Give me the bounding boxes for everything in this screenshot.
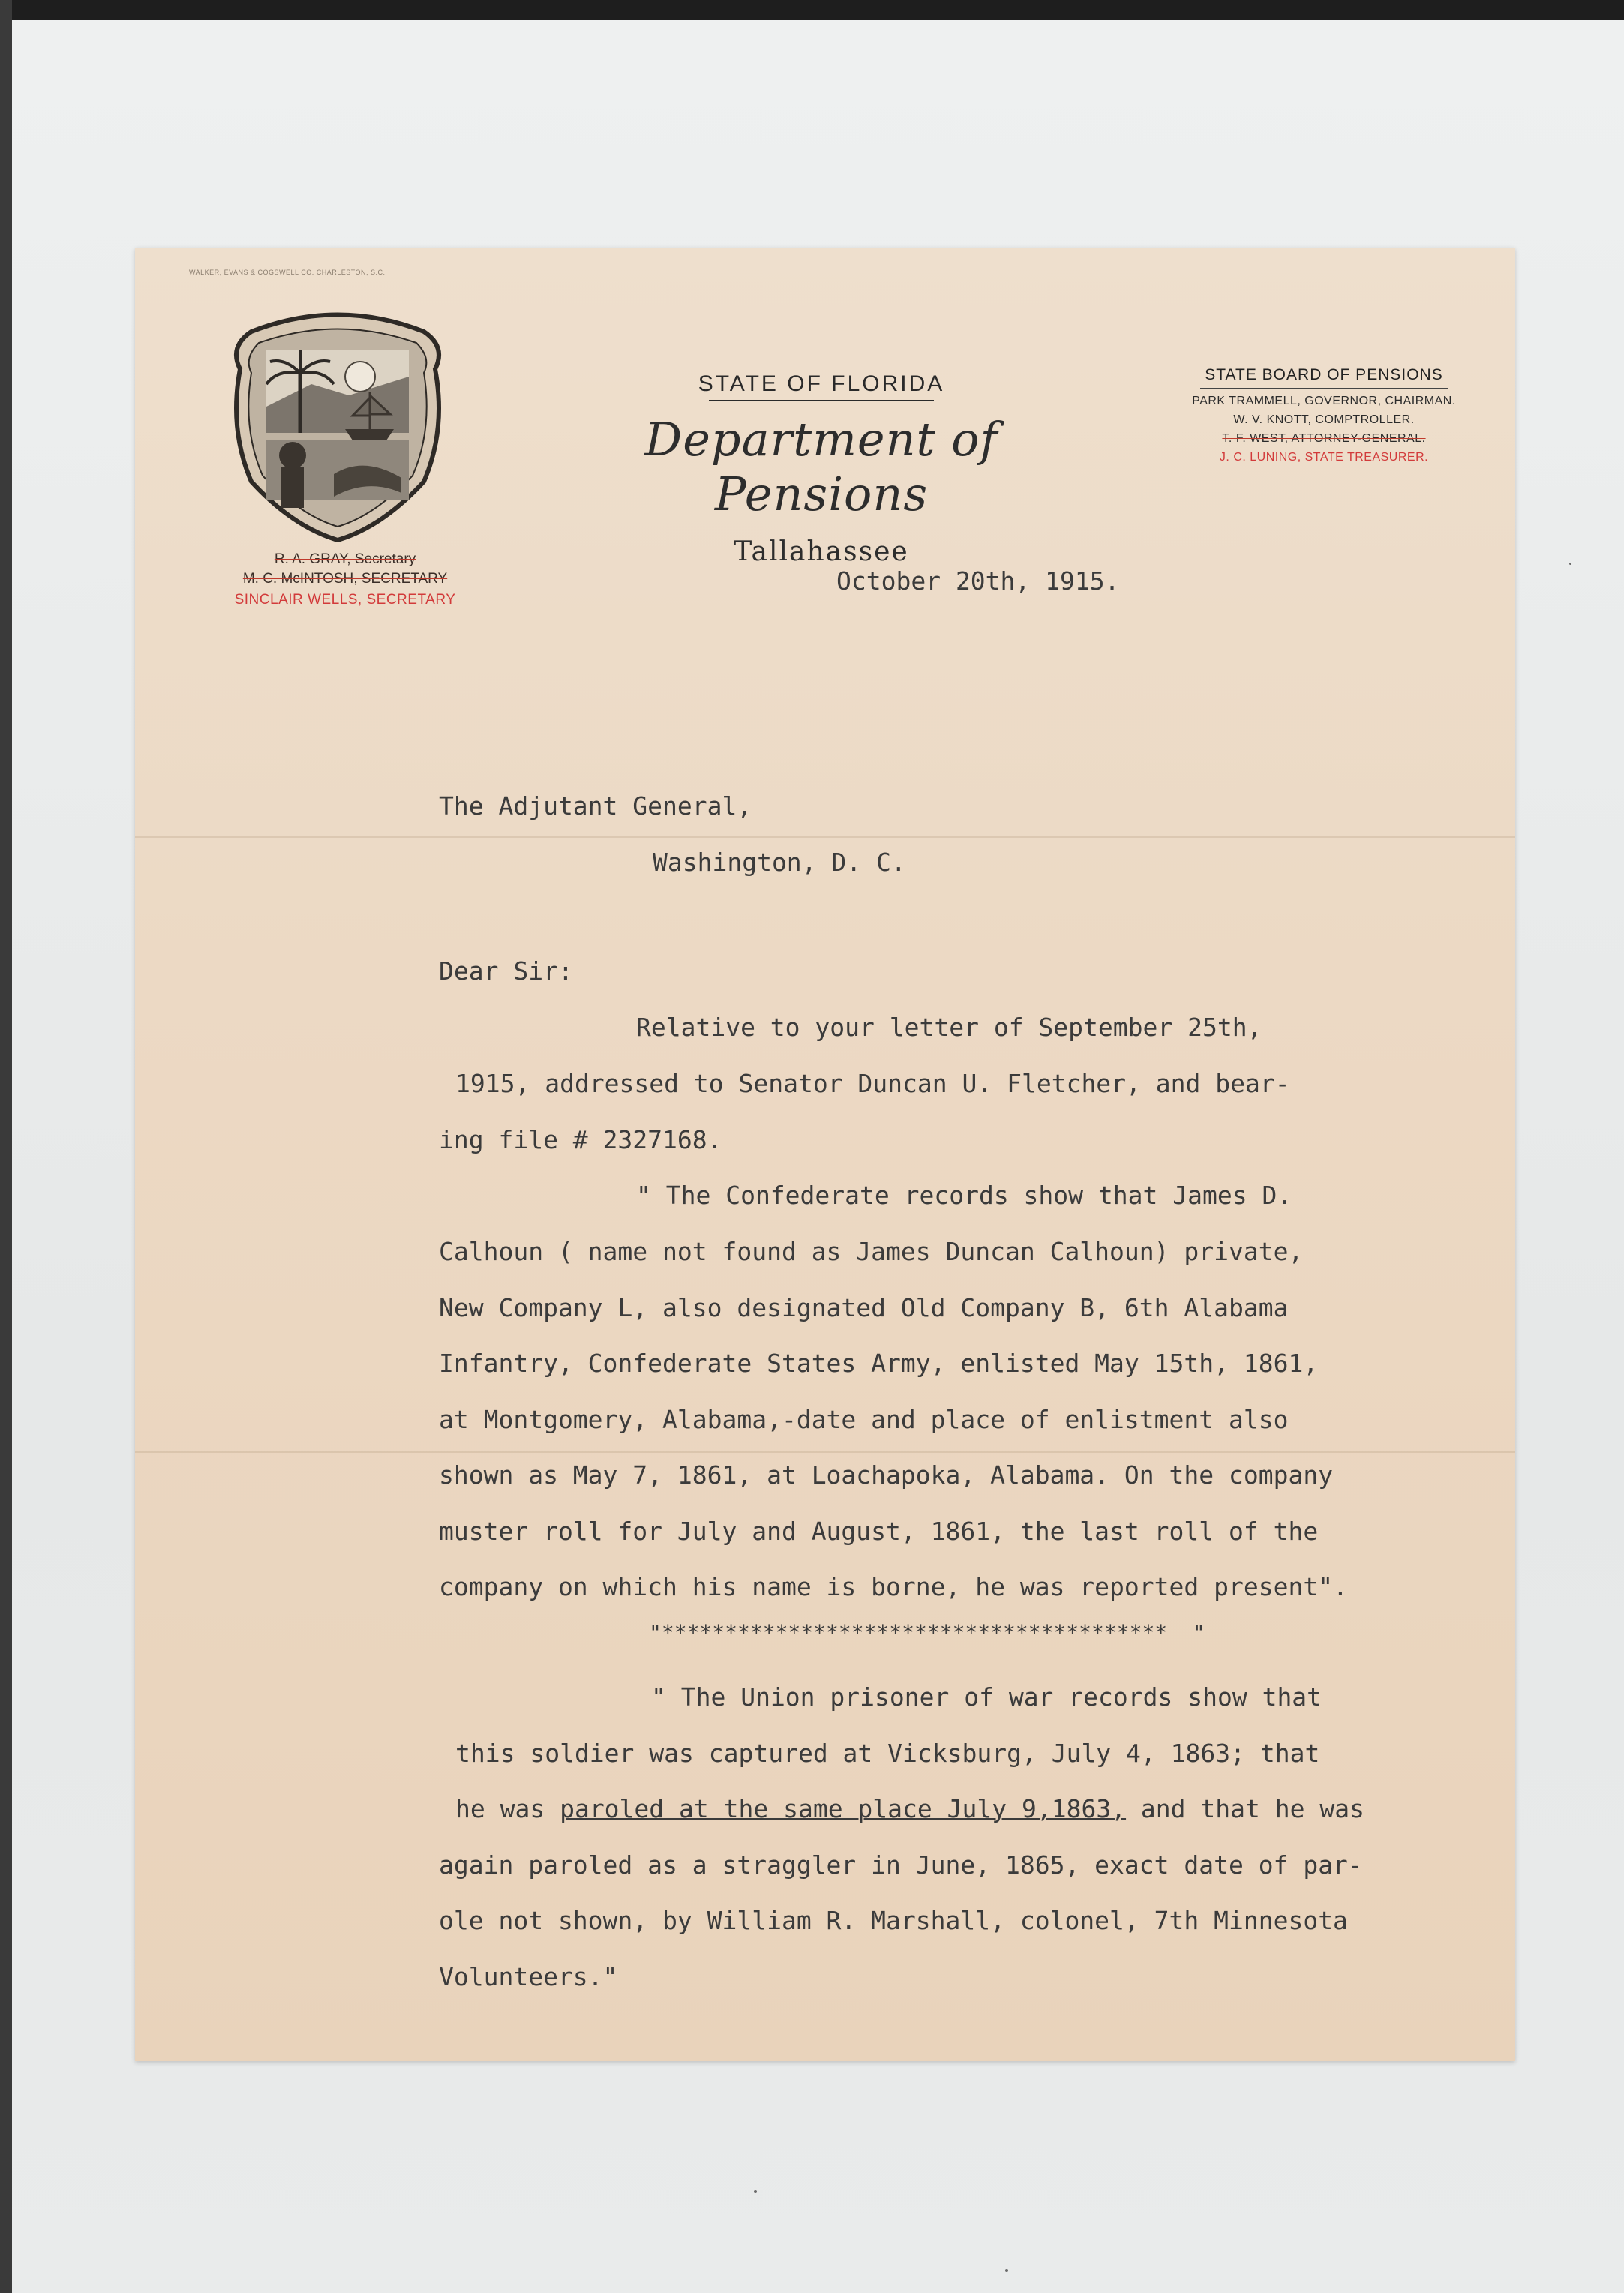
- body-line: " The Union prisoner of war records show that: [651, 1682, 1322, 1712]
- department-title: Department of Pensions: [644, 412, 998, 521]
- board-rule: [1200, 388, 1448, 389]
- body-line: ing file # 2327168.: [439, 1125, 722, 1154]
- board-member-3: T. F. WEST, ATTORNEY-GENERAL.: [1222, 432, 1426, 445]
- officer-struck-1: R. A. GRAY, Secretary: [274, 551, 416, 567]
- fold-line: [135, 836, 1515, 838]
- body-line: New Company L, also designated Old Company B, 6th Alabama: [439, 1293, 1289, 1322]
- letter-date: October 20th, 1915.: [836, 566, 1120, 596]
- dust-speck: [754, 2190, 757, 2193]
- body-line: Relative to your letter of September 25th,: [636, 1013, 1262, 1042]
- board-member-1: PARK TRAMMELL, GOVERNOR, CHAIRMAN.: [1192, 395, 1456, 407]
- letter-sheet: [135, 248, 1515, 2061]
- florida-state-seal-icon: [221, 302, 454, 542]
- officer-struck-2: M. C. McINTOSH, SECRETARY: [242, 571, 448, 587]
- body-line-with-underline: [455, 1794, 1364, 1823]
- body-line: at Montgomery, Alabama,-date and place of enlistment also: [439, 1405, 1289, 1434]
- dust-speck: [1005, 2269, 1008, 2272]
- body-line: 1915, addressed to Senator Duncan U. Fletcher, and bear-: [455, 1069, 1290, 1098]
- board-title: STATE BOARD OF PENSIONS: [1205, 366, 1443, 383]
- officer-current: SINCLAIR WELLS, SECRETARY: [234, 592, 456, 608]
- city-name: Tallahassee: [734, 536, 909, 567]
- body-line: shown as May 7, 1861, at Loachapoka, Alabama. On the company: [439, 1460, 1334, 1490]
- letterhead-center: [533, 371, 1110, 567]
- board-member-4: J. C. LUNING, STATE TREASURER.: [1219, 451, 1429, 464]
- recipient-line-2: Washington, D. C.: [653, 848, 906, 877]
- body-line: Calhoun ( name not found as James Duncan Calhoun) private,: [439, 1237, 1304, 1266]
- left-edge-bar: [0, 0, 12, 2293]
- board-member-2: W. V. KNOTT, COMPTROLLER.: [1233, 413, 1415, 426]
- body-text-span: he was: [455, 1794, 560, 1823]
- heading-rule: [709, 400, 934, 401]
- board-block: [1163, 366, 1485, 464]
- recipient-line-1: The Adjutant General,: [439, 791, 752, 821]
- printer-imprint: WALKER, EVANS & COGSWELL CO. CHARLESTON, S.C.: [189, 269, 386, 276]
- left-officers-block: [180, 551, 510, 608]
- body-line: " The Confederate records show that James D.: [636, 1181, 1292, 1210]
- body-line: ole not shown, by William R. Marshall, colonel, 7th Minnesota: [439, 1906, 1348, 1935]
- salutation: Dear Sir:: [439, 956, 573, 986]
- body-line: this soldier was captured at Vicksburg, July 4, 1863; that: [455, 1739, 1320, 1768]
- body-line: Volunteers.": [439, 1962, 618, 1991]
- body-line: muster roll for July and August, 1861, the last roll of the: [439, 1517, 1319, 1546]
- body-line: again paroled as a straggler in June, 1865, exact date of par-: [439, 1850, 1363, 1880]
- top-edge-bar: [0, 0, 1624, 20]
- body-line: Infantry, Confederate States Army, enlisted May 15th, 1861,: [439, 1349, 1319, 1378]
- body-line: company on which his name is borne, he was reported present".: [439, 1572, 1348, 1601]
- fold-line: [135, 1451, 1515, 1453]
- body-text-span: and that he was: [1126, 1794, 1364, 1823]
- asterisk-separator: "**************************************** ": [649, 1620, 1205, 1645]
- underlined-parole-text: paroled at the same place July 9,1863,: [560, 1794, 1127, 1823]
- state-heading: STATE OF FLORIDA: [698, 371, 945, 396]
- dust-speck: [1569, 563, 1571, 565]
